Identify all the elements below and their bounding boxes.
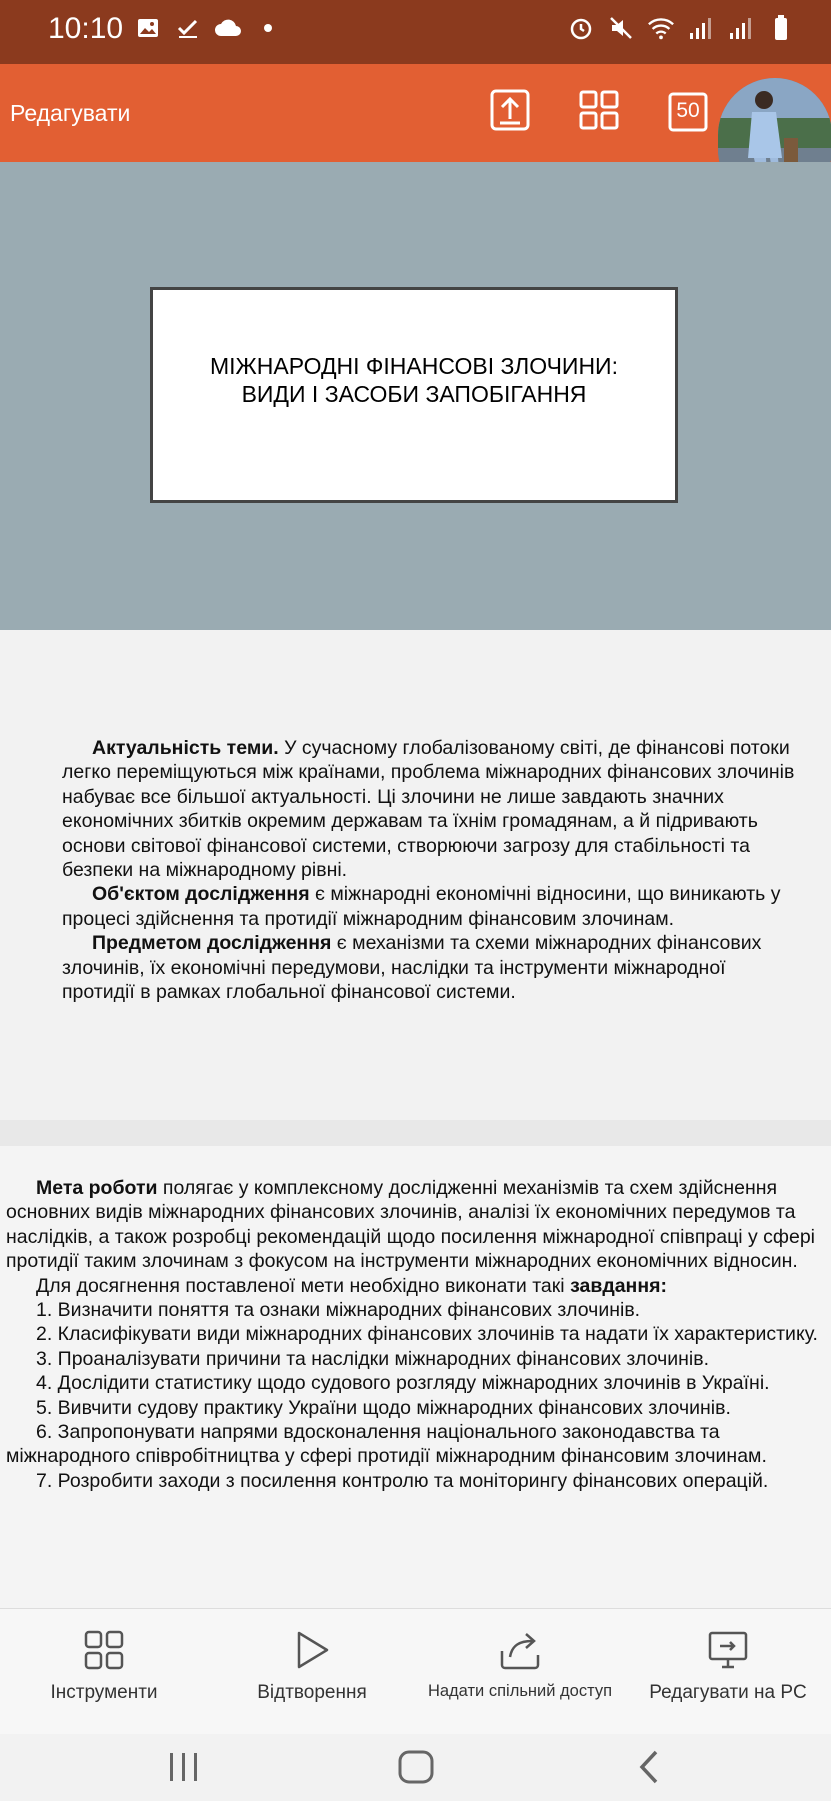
task-item: 2. Класифікувати види міжнародних фінансових злочинів та надати їх характеристику. — [36, 1323, 818, 1346]
object-text: є міжнародні економічні відносини, що виникають у процесі здійснення та протидії міжнародним фінансовим злочинам. — [62, 883, 781, 930]
play-button[interactable] — [238, 1629, 386, 1704]
back-icon[interactable] — [634, 1748, 664, 1791]
app-toolbar — [0, 64, 831, 162]
task-check-icon — [174, 14, 202, 42]
subject-heading: Предметом дослідження — [92, 932, 332, 955]
goal-heading: Мета роботи — [36, 1177, 158, 1199]
recent-apps-icon[interactable] — [166, 1750, 202, 1789]
edit-button[interactable]: Редагувати — [10, 100, 131, 126]
monitor-icon — [706, 1658, 750, 1675]
export-button[interactable] — [486, 88, 534, 136]
slide-separator — [0, 1120, 831, 1146]
tools-label: Інструменти — [50, 1682, 158, 1703]
share-icon — [498, 1658, 542, 1675]
signal-2-icon — [727, 14, 755, 42]
battery-icon — [767, 14, 795, 42]
mute-icon — [607, 14, 635, 42]
slide-2[interactable] — [0, 630, 831, 1120]
tasks-intro: Для досягнення поставленої мети необхідно виконати такі — [36, 1274, 571, 1297]
slide-3[interactable] — [0, 1146, 831, 1608]
edit-on-pc-button[interactable] — [640, 1629, 816, 1704]
signal-icon — [687, 14, 715, 42]
task-item: 6. Запропонувати напрями вдосконалення національного законодавства та міжнародного співробітництва у сфері протидії міжнародним фінансовим злочинам. — [6, 1421, 767, 1468]
play-label: Відтворення — [257, 1682, 367, 1703]
task-item: 7. Розробити заходи з посилення контролю та моніторингу фінансових операцій. — [36, 1469, 769, 1492]
task-item: 1. Визначити поняття та ознаки міжнародних фінансових злочинів. — [36, 1299, 641, 1322]
wifi-icon — [647, 14, 675, 42]
cloud-icon — [214, 14, 242, 42]
edit-on-pc-label: Редагувати на PC — [649, 1682, 807, 1703]
subject-text: є механізми та схеми міжнародних фінансових злочинів, їх економічні передумови, наслідки та інструменти міжнародної протидії в рамках глобальної фінансової системи. — [62, 932, 762, 1004]
slide-1[interactable] — [0, 162, 831, 630]
slide-title: МІЖНАРОДНІ ФІНАНСОВІ ЗЛОЧИНИ: ВИДИ І ЗАСОБИ ЗАПОБІГАННЯ — [210, 353, 618, 407]
upload-icon — [490, 89, 530, 136]
share-label: Надати спільний доступ — [427, 1682, 613, 1700]
title-textbox[interactable] — [150, 287, 678, 503]
task-item: 4. Дослідити статистику щодо судового розгляду міжнародних злочинів в Україні. — [36, 1372, 770, 1395]
task-item: 5. Вивчити судову практику України щодо міжнародних фінансових злочинів. — [36, 1396, 731, 1419]
relevance-text: У сучасному глобалізованому світі, де фінансові потоки легко переміщуються між країнами, проблема міжнародних фінансових злочинів набуває все більшої актуальності. Ці злочини не лише завдають значних економічних збитків окремим державам та їхнім громадянам, а й підривають основи світової фінансової системи, створюючи загрозу для стабільності та безпеки на міжнародному рівні. — [62, 737, 795, 882]
status-time: 10:10 — [48, 12, 124, 45]
grid-icon — [579, 90, 619, 135]
home-icon[interactable] — [396, 1748, 436, 1791]
system-nav-bar — [0, 1734, 831, 1801]
tools-icon — [83, 1658, 125, 1675]
slide-2-body — [62, 736, 802, 1004]
play-icon — [291, 1658, 333, 1675]
bottom-toolbar — [0, 1608, 831, 1735]
goal-text: полягає у комплексному дослідженні механізмів та схем здійснення основних видів міжнародних фінансових злочинів, аналізі їх економічних передумов та наслідків, а також розробці рекомендацій щодо посилення міжнародної співпраці у сфері протидії таким злочинам з фокусом на інструменти міжнародних економічних відносин. — [6, 1177, 816, 1273]
object-heading: Об'єктом дослідження — [92, 883, 310, 906]
share-button[interactable] — [418, 1629, 622, 1701]
task-item: 3. Проаналізувати причини та наслідки міжнародних фінансових злочинів. — [36, 1347, 710, 1370]
tasks-heading: завдання: — [570, 1274, 667, 1297]
alarm-icon — [567, 14, 595, 42]
relevance-heading: Актуальність теми. — [92, 737, 279, 759]
grid-view-button[interactable] — [575, 88, 623, 136]
status-bar — [0, 0, 831, 64]
slide-3-body — [6, 1176, 826, 1493]
slide-count-button[interactable] — [664, 88, 712, 136]
dot-icon — [254, 14, 282, 42]
tools-button[interactable] — [30, 1629, 178, 1704]
slide-count: 50 — [676, 99, 700, 122]
gallery-icon — [134, 14, 162, 42]
